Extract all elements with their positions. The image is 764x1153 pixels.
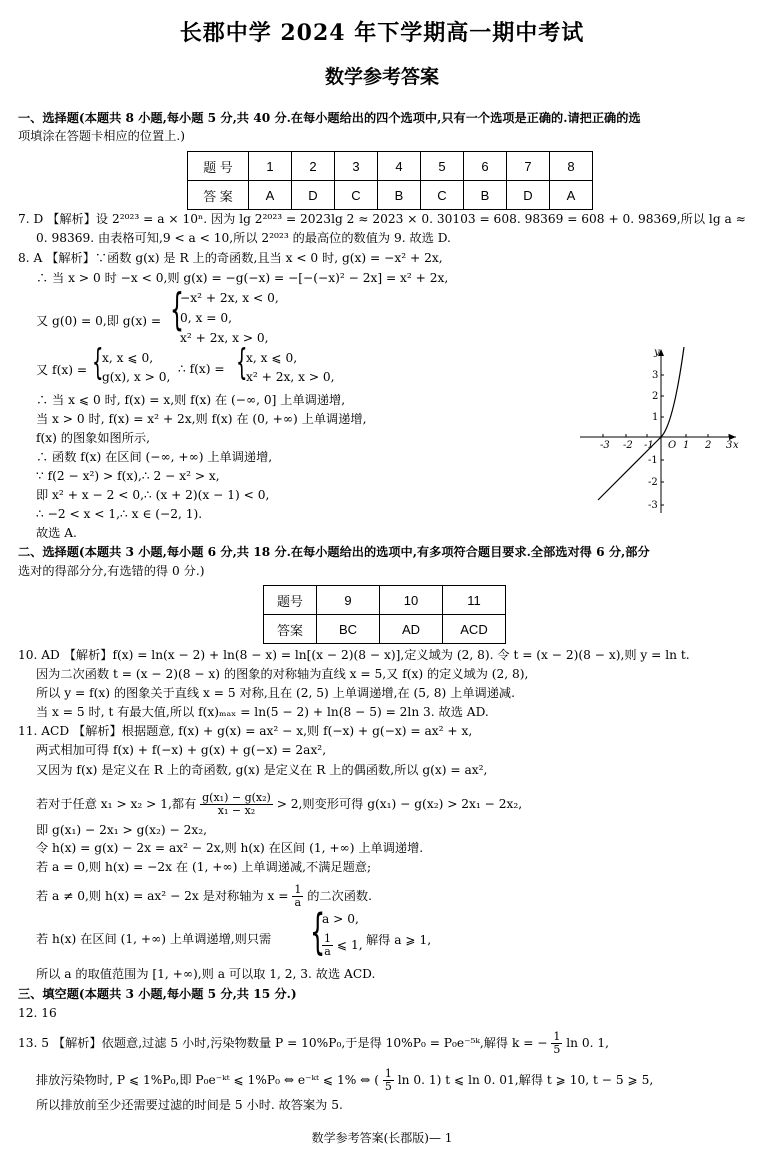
x-tick-label: 3	[726, 440, 733, 451]
q11-frac-2	[292, 884, 303, 909]
q8-fx-piece4: x² + 2x, x > 0,	[246, 370, 335, 384]
q11-line1: 11. ACD 【解析】根据题意, f(x) + g(x) = ax² − x,则 f(−x) + g(−x) = ax² + x,	[18, 724, 473, 738]
q11-line9-a: 若 h(x) 在区间 (1, +∞) 上单调递增,则只需	[36, 932, 272, 946]
table1-question-number: 1	[249, 152, 292, 181]
page-title: 长郡中学 2024 年下学期高一期中考试	[179, 20, 585, 46]
table2-answer-label: 答案	[264, 615, 317, 644]
q11-frac-1	[200, 792, 273, 817]
q11-frac-1-num: g(x₁) − g(x₂)	[202, 791, 271, 804]
function-graph	[578, 345, 738, 515]
answer-table-2	[263, 585, 506, 644]
table1-header-label: 题 号	[188, 152, 249, 181]
q13-line1-b: ln 0. 1,	[566, 1036, 610, 1050]
table1-question-number: 8	[550, 152, 593, 181]
q13-line3: 所以排放前至少还需要过滤的时间是 5 小时. 故答案为 5.	[36, 1098, 343, 1112]
table1-answer-cell: B	[464, 181, 507, 210]
q11-frac-3-den: a	[324, 945, 331, 958]
table2-answer-cell: ACD	[443, 615, 506, 644]
y-tick-label: 3	[652, 370, 659, 381]
q13-line2-b: ln 0. 1) t ⩽ ln 0. 01,解得 t ⩾ 10, t − 5 ⩾ 5,	[397, 1073, 654, 1087]
y-tick-label: 1	[652, 412, 659, 423]
q11-line8-b: 的二次函数.	[307, 889, 372, 903]
q11-line4	[36, 792, 522, 817]
section-2-intro-line2: 选对的得部分分,有选错的得 0 分.)	[18, 564, 205, 578]
q8-line12: 故选 A.	[36, 526, 77, 540]
q8-line6: 当 x > 0 时, f(x) = x² + 2x,则 f(x) 在 (0, +∞) 上单调递增,	[36, 412, 367, 426]
q13-frac-2-den: 5	[384, 1080, 392, 1093]
q8-line9: ∵ f(2 − x²) > f(x),∴ 2 − x² > x,	[36, 469, 220, 483]
x-tick-label: -1	[644, 440, 654, 451]
q11-line10: 所以 a 的取值范围为 [1, +∞),则 a 可以取 1, 2, 3. 故选 ACD.	[36, 967, 376, 981]
x-tick-label: 1	[683, 440, 690, 451]
y-tick-label: -3	[648, 500, 658, 511]
q11-line4-b: > 2,则变形可得 g(x₁) − g(x₂) > 2x₁ − 2x₂,	[276, 797, 523, 811]
section-1-intro-line1: 一、选择题(本题共 8 小题,每小题 5 分,共 40 分.在每小题给出的四个选项中,只有一个选项是正确的.请把正确的选	[18, 111, 641, 125]
q13-frac-1-den: 5	[553, 1043, 561, 1056]
page-footer: 数学参考答案(长郡版)— 1	[311, 1131, 453, 1145]
q11-line4-a: 若对于任意 x₁ > x₂ > 1,都有	[36, 797, 197, 811]
q8-line8: ∴ 函数 f(x) 在区间 (−∞, +∞) 上单调递增,	[36, 450, 273, 464]
table1-answer-cell: B	[378, 181, 421, 210]
table1-question-number: 7	[507, 152, 550, 181]
x-tick-label: O	[668, 440, 677, 451]
page-subtitle: 数学参考答案	[324, 66, 439, 88]
q8-gx-piece3: x² + 2x, x > 0,	[180, 331, 269, 345]
q11-frac-3-num: 1	[324, 932, 331, 945]
x-tick-label: -2	[623, 440, 633, 451]
q8-fx-prefix: 又 f(x) =	[36, 363, 88, 377]
y-axis-label: y	[654, 347, 660, 358]
table2-question-number: 11	[443, 586, 506, 615]
q10-line3: 所以 y = f(x) 的图象关于直线 x = 5 对称,且在 (2, 5) 上单调递增,在 (5, 8) 上单调递减.	[36, 686, 515, 700]
q13-frac-1-num: 1	[553, 1030, 561, 1043]
q11-cond-2-b: ⩽ 1,	[336, 938, 363, 952]
q7-line2: 0. 98369. 由表格可知,9 < a < 10,所以 2²⁰²³ 的最高位的数值为 9. 故选 D.	[36, 231, 451, 245]
table1-answer-cell: A	[249, 181, 292, 210]
q13-frac-2-num: 1	[384, 1067, 392, 1080]
x-tick-label: x	[733, 440, 739, 451]
brace-cond: {	[310, 904, 326, 960]
q8-line1: 8. A 【解析】∵函数 g(x) 是 R 上的奇函数,且当 x < 0 时, g(x) = −x² + 2x,	[18, 251, 443, 265]
brace-gx: {	[170, 284, 184, 335]
q13-line2	[36, 1068, 653, 1093]
table1-answer-cell: D	[507, 181, 550, 210]
section-1-intro-line2: 项填涂在答题卡相应的位置上.)	[18, 129, 186, 143]
q8-line10: 即 x² + x − 2 < 0,∴ (x + 2)(x − 1) < 0,	[36, 488, 270, 502]
answer-table-1	[187, 151, 593, 210]
q8-gx-piece1: −x² + 2x, x < 0,	[180, 291, 279, 305]
q11-frac-2-num: 1	[294, 883, 302, 896]
q8-fx-piece3: x, x ⩽ 0,	[246, 351, 298, 365]
table2-question-number: 10	[380, 586, 443, 615]
brace-fx-2: {	[236, 342, 248, 383]
q11-line3: 又因为 f(x) 是定义在 R 上的奇函数, g(x) 是定义在 R 上的偶函数,所以 g(x) = ax²,	[36, 763, 488, 777]
q8-gx-piece2: 0, x = 0,	[180, 311, 232, 325]
table2-answer-cell: AD	[380, 615, 443, 644]
q13-frac-2	[383, 1068, 394, 1093]
q7-line1: 7. D 【解析】设 2²⁰²³ = a × 10ⁿ. 因为 lg 2²⁰²³ = 2023lg 2 ≈ 2023 × 0. 30103 = 608. 98369 = 608 + 0. 98369,所以 lg a ≈	[18, 212, 746, 226]
table1-answer-cell: D	[292, 181, 335, 210]
q13-line1-a: 13. 5 【解析】依题意,过滤 5 小时,污染物数量 P = 10%P₀,于是得 10%P₀ = P₀e⁻⁵ᵏ,解得 k = −	[18, 1036, 548, 1050]
y-tick-label: -2	[648, 477, 658, 488]
x-tick-label: -3	[600, 440, 610, 451]
table1-answer-cell: A	[550, 181, 593, 210]
q11-line6: 令 h(x) = g(x) − 2x = ax² − 2x,则 h(x) 在区间 (1, +∞) 上单调递增.	[36, 841, 424, 855]
q11-line8-a: 若 a ≠ 0,则 h(x) = ax² − 2x 是对称轴为 x =	[36, 889, 289, 903]
q13-line1	[18, 1031, 609, 1056]
function-curve	[598, 347, 684, 500]
table2-answer-cell: BC	[317, 615, 380, 644]
q8-fx-piece1: x, x ⩽ 0,	[102, 351, 154, 365]
table1-question-number: 4	[378, 152, 421, 181]
q8-line7: f(x) 的图象如图所示,	[36, 431, 150, 445]
table1-answer-cell: C	[335, 181, 378, 210]
q11-cond-2	[322, 933, 363, 958]
q11-frac-1-den: x₁ − x₂	[217, 804, 256, 817]
table1-answer-cell: C	[421, 181, 464, 210]
table1-question-number: 3	[335, 152, 378, 181]
section-2-intro-line1: 二、选择题(本题共 3 小题,每小题 6 分,共 18 分.在每小题给出的选项中,有多项符合题目要求.全部选对得 6 分,部分	[18, 545, 650, 559]
brace-fx-1: {	[92, 342, 104, 383]
q8-fx-mid: ∴ f(x) =	[178, 362, 225, 376]
table1-question-number: 5	[421, 152, 464, 181]
q11-line5: 即 g(x₁) − 2x₁ > g(x₂) − 2x₂,	[36, 823, 207, 837]
table2-header-label: 题号	[264, 586, 317, 615]
q8-line2: ∴ 当 x > 0 时 −x < 0,则 g(x) = −g(−x) = −[−(−x)² − 2x] = x² + 2x,	[36, 271, 449, 285]
y-tick-label: -1	[648, 455, 658, 466]
q8-line5: ∴ 当 x ⩽ 0 时, f(x) = x,则 f(x) 在 (−∞, 0] 上单调递增,	[36, 393, 346, 407]
q11-frac-3	[322, 933, 333, 958]
q8-line11: ∴ −2 < x < 1,∴ x ∈ (−2, 1).	[36, 507, 203, 521]
q10-line4: 当 x = 5 时, t 有最大值,所以 f(x)ₘₐₓ = ln(5 − 2) + ln(8 − 5) = 2ln 3. 故选 AD.	[36, 705, 489, 719]
table1-question-number: 6	[464, 152, 507, 181]
x-tick-label: 2	[705, 440, 712, 451]
q11-cond-1: a > 0,	[322, 912, 359, 926]
q11-line7: 若 a = 0,则 h(x) = −2x 在 (1, +∞) 上单调递减,不满足题意;	[36, 860, 372, 874]
q12-answer: 12. 16	[18, 1006, 57, 1020]
table1-answer-label: 答 案	[188, 181, 249, 210]
q10-line2: 因为二次函数 t = (x − 2)(8 − x) 的图象的对称轴为直线 x = 5,又 f(x) 的定义域为 (2, 8),	[36, 667, 529, 681]
q13-line2-a: 排放污染物时, P ⩽ 1%P₀,即 P₀e⁻ᵏᵗ ⩽ 1%P₀ ⇔ e⁻ᵏᵗ ⩽ 1% ⇔ (	[36, 1073, 380, 1087]
table2-question-number: 9	[317, 586, 380, 615]
q8-fx-piece2: g(x), x > 0,	[102, 370, 171, 384]
table1-question-number: 2	[292, 152, 335, 181]
q11-frac-2-den: a	[294, 896, 302, 909]
section-3-intro: 三、填空题(本题共 3 小题,每小题 5 分,共 15 分.)	[18, 987, 297, 1001]
q10-line1: 10. AD 【解析】f(x) = ln(x − 2) + ln(8 − x) = ln[(x − 2)(8 − x)],定义域为 (2, 8). 令 t = (x − 2)(8 − x),则 y = ln t.	[18, 648, 690, 662]
q11-line9-b: 解得 a ⩾ 1,	[366, 933, 432, 947]
q13-frac-1	[551, 1031, 562, 1056]
q8-gx-prefix: 又 g(0) = 0,即 g(x) =	[36, 314, 162, 328]
y-tick-label: 2	[652, 391, 659, 402]
q11-line2: 两式相加可得 f(x) + f(−x) + g(x) + g(−x) = 2ax²,	[36, 743, 327, 757]
